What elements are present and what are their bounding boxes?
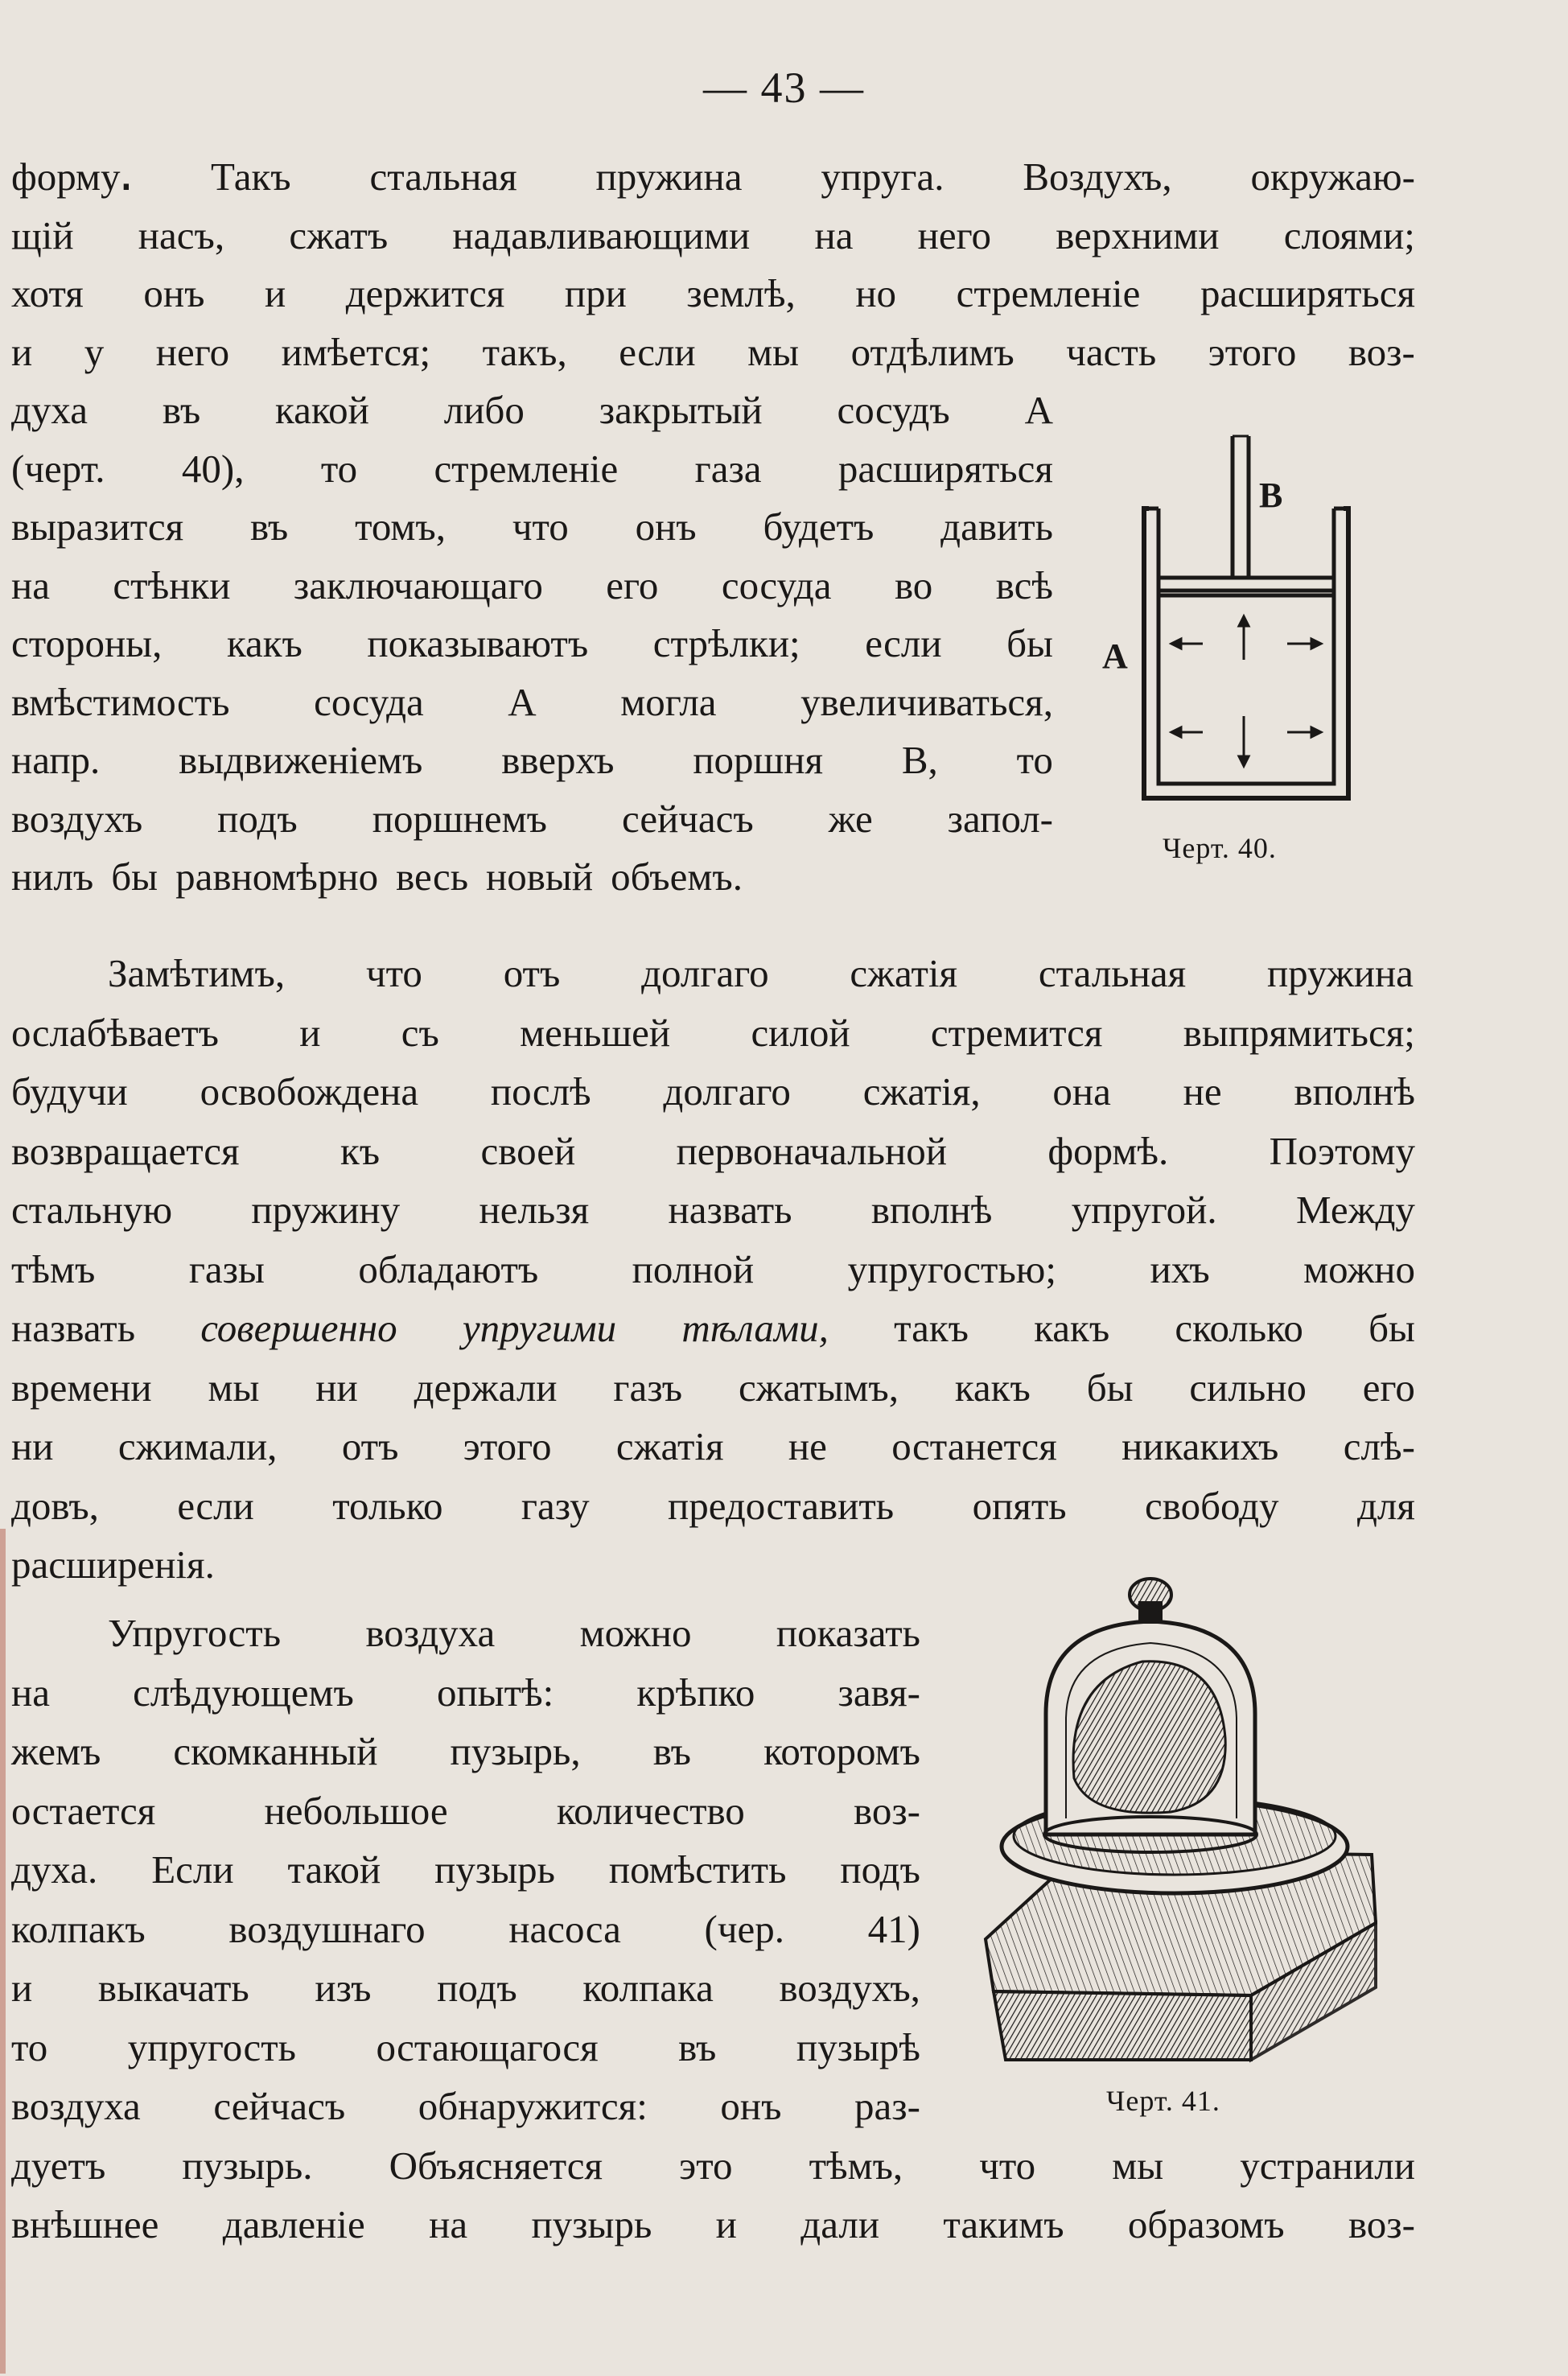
text-line: остается небольшое количество воз- [11,1788,920,1833]
text-line: напр. выдвиженіемъ вверхъ поршня В, то [11,738,1053,782]
figure-40-vessel-diagram [1102,426,1368,813]
text-line: ни сжимали, отъ этого сжатія не останется никакихъ слѣ- [11,1424,1415,1468]
text-line: времени мы ни держали газъ сжатымъ, какъ бы сильно его [11,1365,1415,1410]
text-line: дуетъ пузырь. Объясняется это тѣмъ, что мы устранили [11,2143,1415,2188]
text-line: (черт. 40), то стремленіе газа расширяться [11,446,1053,491]
text-line: будучи освобождена послѣ долгаго сжатія, она не вполнѣ [11,1069,1415,1114]
figure-40-caption: Черт. 40. [1163,832,1277,864]
text-line: Замѣтимъ, что отъ долгаго сжатія стальная пружина [108,951,1414,995]
label-vessel-A: А [1102,636,1128,676]
figure-41-bell-jar-engraving [969,1577,1388,2076]
text-line: и у него имѣется; такъ, если мы отдѣлимъ часть этого воз- [11,329,1415,374]
text-line: то упругость остающагося въ пузырѣ [11,2024,920,2069]
text-line: назвать совершенно упругими тѣлами, такъ какъ сколько бы [11,1306,1415,1350]
text-line: довъ, если только газу предоставить опять свободу для [11,1483,1415,1528]
text-line: стороны, какъ показываютъ стрѣлки; если бы [11,621,1053,665]
text-line: духа. Если такой пузырь помѣстить подъ [11,1847,920,1892]
page-number: — 43 — [703,64,865,112]
text-line: стальную пружину нельзя назвать вполнѣ упругой. Между [11,1188,1415,1232]
text-line: и выкачать изъ подъ колпака воздухъ, [11,1966,920,2010]
text-line: на слѣдующемъ опытѣ: крѣпко завя- [11,1670,920,1715]
text-line: ослабѣваетъ и съ меньшей силой стремится выпрямиться; [11,1010,1415,1055]
text-line: возвращается къ своей первоначальной формѣ. Поэтому [11,1128,1415,1173]
text-line: Упругость воздуха можно показать [108,1611,920,1655]
text-line: воздухъ подъ поршнемъ сейчасъ же запол- [11,796,1053,841]
text-line: нилъ бы равномѣрно весь новый объемъ. [11,854,743,899]
text-line: внѣшнее давленіе на пузырь и дали такимъ образомъ воз- [11,2202,1415,2246]
text-line: воздуха сейчасъ обнаружится: онъ раз- [11,2084,920,2128]
text-line: вмѣстимость сосуда А могла увеличиваться, [11,679,1053,724]
text-line: тѣмъ газы обладаютъ полной упругостью; ихъ можно [11,1246,1415,1291]
page-binding-edge [0,1529,6,2374]
text-line: жемъ скомканный пузырь, въ которомъ [11,1729,920,1773]
text-line: расширенія. [11,1542,215,1587]
figure-41-caption: Черт. 41. [1106,2085,1220,2117]
label-piston-B: В [1259,476,1283,515]
text-line: щій насъ, сжатъ надавливающими на него верхними слоями; [11,212,1415,257]
text-line: духа въ какой либо закрытый сосудъ А [11,388,1053,432]
text-line: хотя онъ и держится при землѣ, но стремленіе расширяться [11,271,1415,315]
pressure-arrows [1171,616,1321,766]
text-line: колпакъ воздушнаго насоса (чер. 41) [11,1906,920,1951]
text-line: формуꓸ Такъ стальная пружина упруга. Воздухъ, окружаю- [11,154,1415,199]
text-line: на стѣнки заключающаго его сосуда во всѣ [11,562,1053,607]
text-line: выразится въ томъ, что онъ будетъ давить [11,504,1053,549]
bell-jar-knob [1130,1579,1171,1611]
